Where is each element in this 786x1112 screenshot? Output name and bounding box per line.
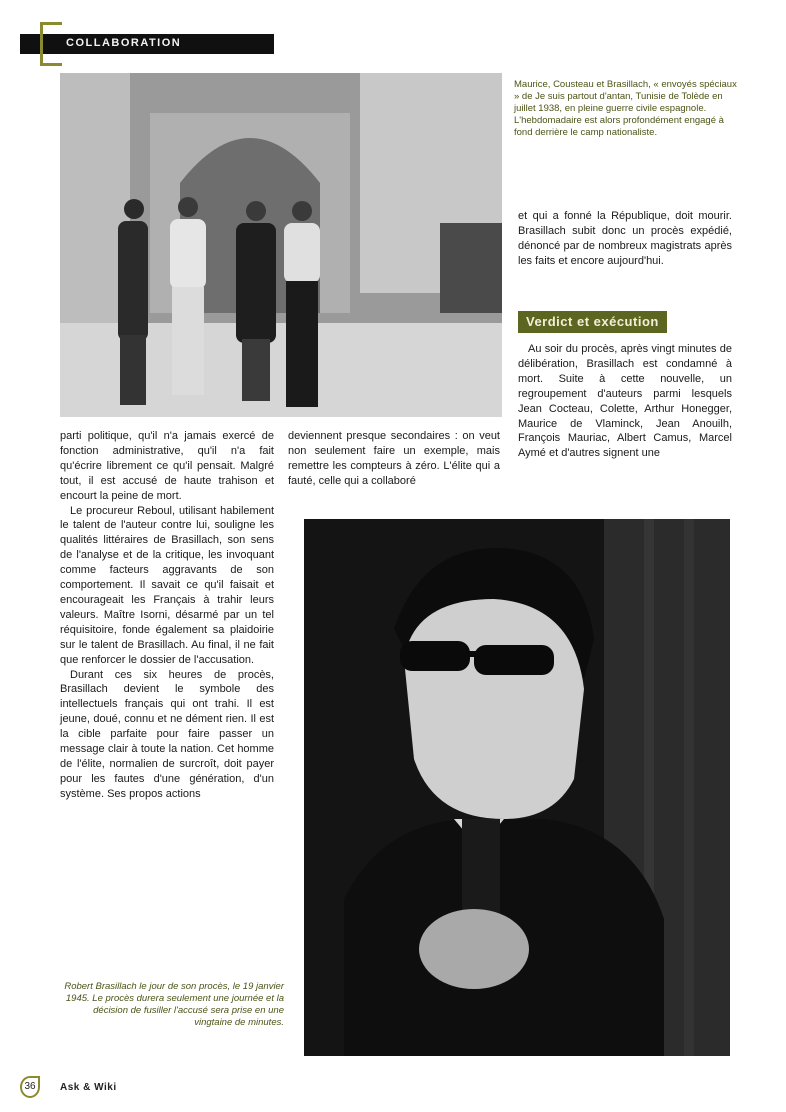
page-number: 36 [20, 1076, 40, 1098]
paragraph: deviennent presque secondaires : on veut non seulement faire un exemple, mais remettre les compteurs à zéro. L'élite qui a fauté, celle qui a collaboré [288, 430, 500, 487]
paragraph: parti politique, qu'il n'a jamais exercé de fonction administrative, qu'il n'a fait qu'écrire librement ce qu'il pensait. Malgré tout, il est accusé de haute trahison et encourt la peine de mort. [60, 430, 274, 502]
paragraph: Durant ces six heures de procès, Brasillach devient le symbole des intellectuels français qui ont trahi. Il est jeune, doué, connu et ne dément rien. Il est la cible parfaite pour faire passer un message clair à toute la nation. Cet homme de l'élite, normalien de surcroît, doit payer pour les fautes d'une génération, d'un système. Ses propos actions [60, 668, 274, 800]
magazine-name: Ask & Wiki [60, 1082, 117, 1093]
article-column-e [60, 429, 274, 802]
paragraph: Au soir du procès, après vingt minutes de délibération, Brasillach est condamné à mort. Suite à cette nouvelle, un regroupement d'auteurs parmi lesquels Jean Cocteau, Colette, Arthur Honegger, Maurice de Vlaminck, Jean Anouilh, François Mauriac, Albert Camus, Marcel Aymé et d'autres signent une [518, 343, 732, 460]
portrait-photo-caption: Robert Brasillach le jour de son procès, le 19 janvier 1945. Le procès durera seulement une journée et la décision de fusiller l'accusé sera prise en une vingtaine de minutes. [64, 981, 284, 1028]
article-column-b [518, 342, 732, 461]
group-photo-caption: Maurice, Cousteau et Brasillach, « envoyés spéciaux » de Je suis partout d'antan, Tunisie de Tolède en juillet 1938, en pleine guerre civile espagnole. L'hebdomadaire est alors profondément engagé à fond derrière le camp nationaliste. [514, 79, 737, 138]
paragraph: et qui a fonné la République, doit mourir. Brasillach subit donc un procès expédié, dénoncé par de nombreux magistrats après les faits et encore aujourd'hui. [518, 210, 732, 267]
portrait-photo [304, 519, 730, 1056]
group-photo [60, 73, 502, 417]
section-heading: Verdict et exécution [518, 311, 667, 333]
article-column-c [288, 429, 500, 489]
section-header-accent [40, 22, 62, 66]
paragraph: Le procureur Reboul, utilisant habilement le talent de l'auteur contre lui, souligne les qualités littéraires de Brasillach, son sens de l'analyse et de la critique, les invoquant comme facteurs aggravants de son comportement. Il savait ce qu'il faisait et encourageait les Français à trahir leurs valeurs. Maître Isorni, désarmé par un tel réquisitoire, fonde également sa plaidoirie sur le talent de Brasillach. Au final, il ne fait que renforcer le dossier de l'accusation. [60, 504, 274, 666]
article-column-a [518, 209, 732, 269]
section-label: COLLABORATION [66, 37, 182, 49]
